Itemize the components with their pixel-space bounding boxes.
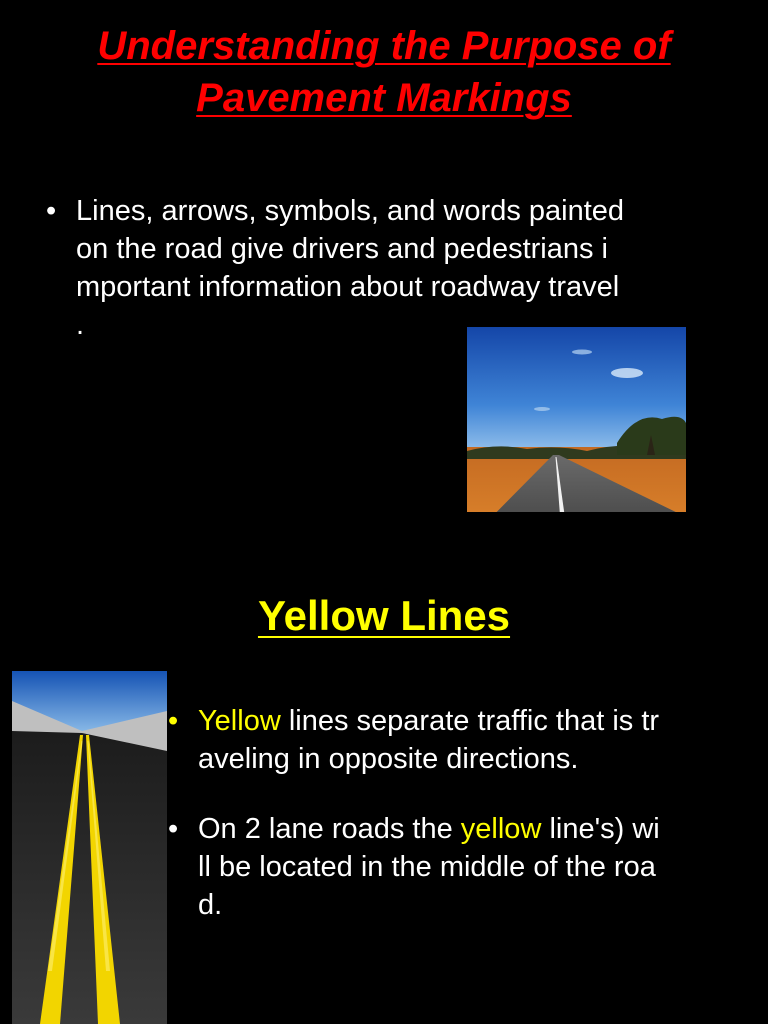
yellow-center-line-road-photo: [12, 671, 167, 1024]
bullet-list: [168, 702, 758, 956]
slide-title: [0, 20, 768, 124]
bullet-line: [198, 702, 758, 740]
bullet-dot: •: [46, 195, 57, 227]
bullet-item: [168, 810, 758, 924]
bullet-line: aveling in opposite directions.: [198, 743, 579, 775]
highlight-word: Yellow: [198, 705, 281, 737]
slide-title-line-2: Pavement Markings: [196, 76, 572, 120]
bullet-line: ll be located in the middle of the roa: [198, 851, 656, 883]
bullet-item: [168, 702, 758, 778]
slide-title-line-1: Understanding the Purpose of: [97, 24, 671, 68]
bullet-list: [46, 192, 746, 344]
highlight-word: yellow: [460, 813, 542, 845]
bullet-text: On 2 lane roads the: [198, 813, 461, 845]
slide-title: Yellow Lines: [257, 592, 511, 639]
bullet-line: [198, 810, 758, 848]
bullet-text: line's) wi: [541, 813, 660, 845]
slide-yellow-lines: [0, 512, 768, 1024]
bullet-text: lines separate traffic that is tr: [280, 705, 660, 737]
bullet-line: on the road give drivers and pedestrians i: [76, 233, 608, 265]
desert-road-photo: [467, 327, 686, 512]
bullet-line: Lines, arrows, symbols, and words painted: [76, 195, 625, 227]
bullet-line: .: [76, 309, 85, 341]
bullet-line: d.: [198, 889, 223, 921]
bullet-line: mportant information about roadway travel: [76, 271, 620, 303]
bullet-item: [46, 192, 746, 344]
bullet-dot: •: [168, 705, 179, 737]
bullet-dot: •: [168, 813, 179, 845]
